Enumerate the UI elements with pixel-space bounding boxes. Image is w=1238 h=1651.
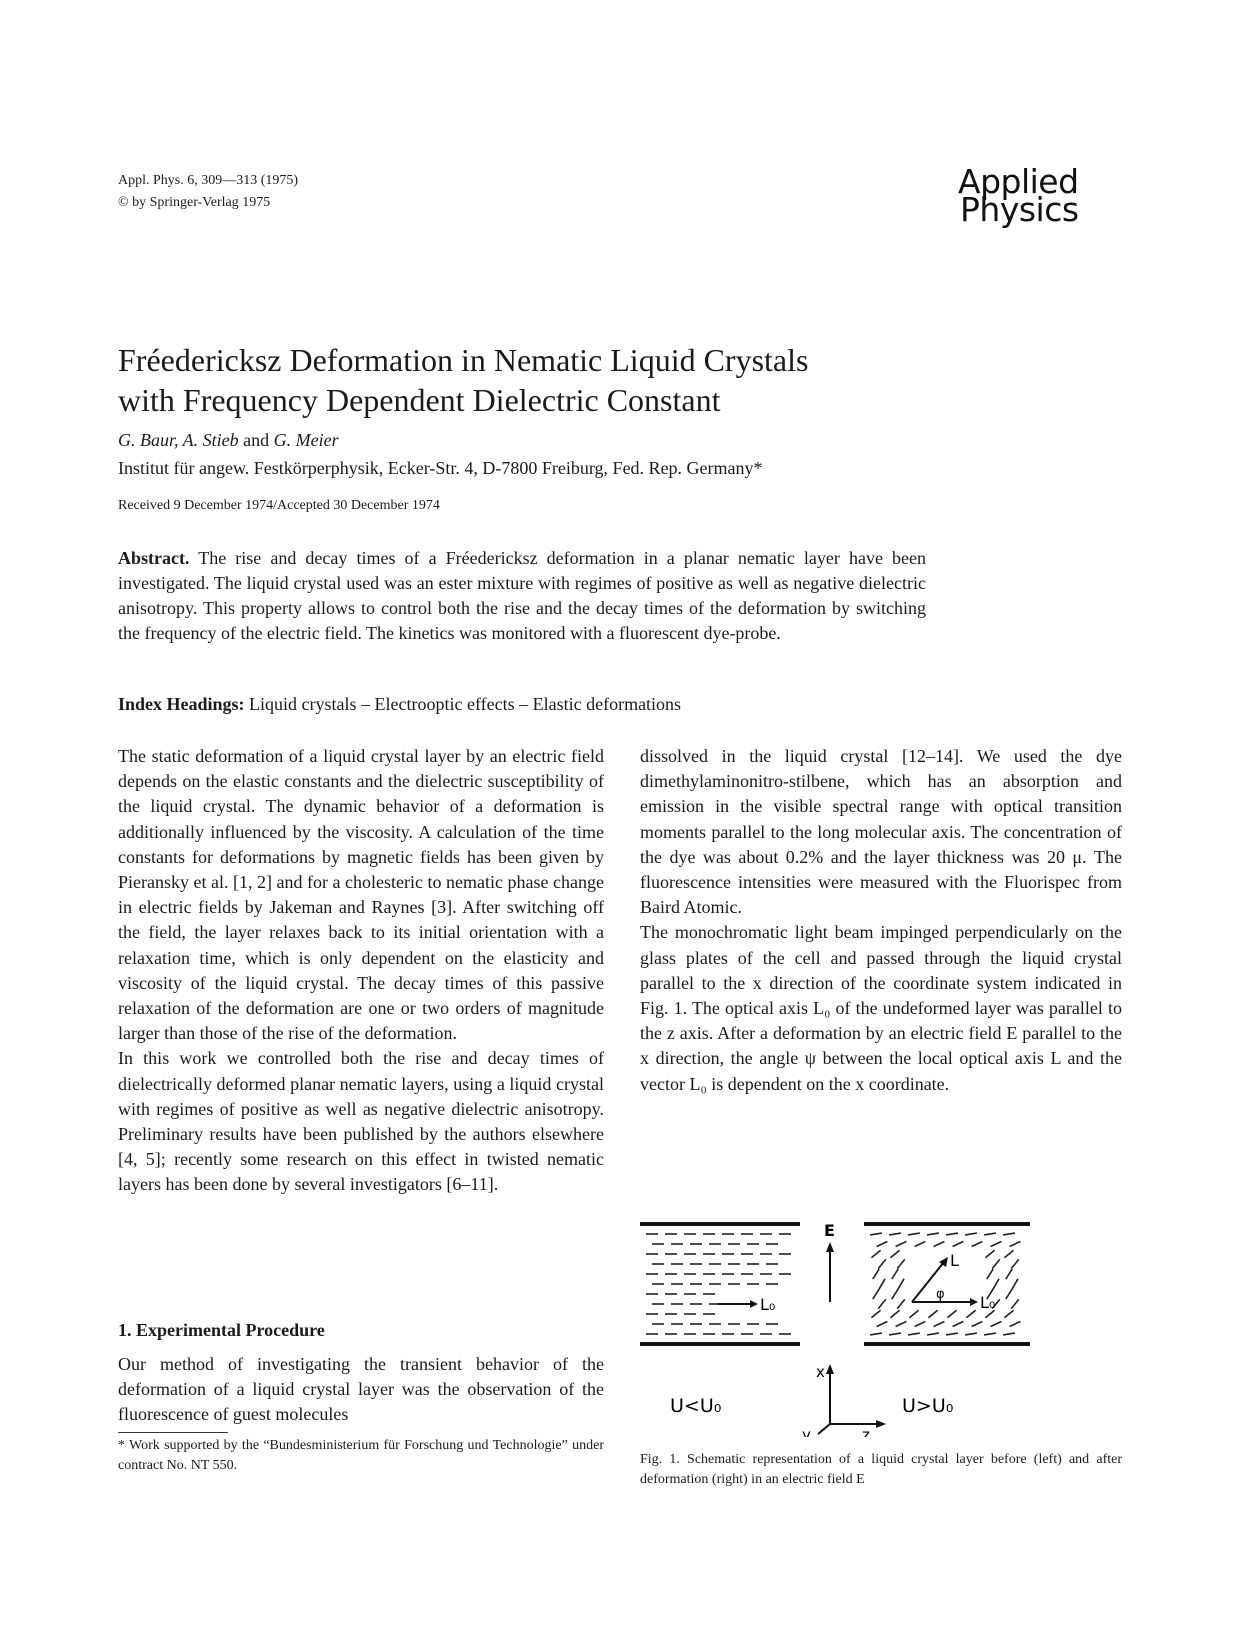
voltage-label-left: U<U₀ xyxy=(670,1395,722,1417)
left-molecules xyxy=(646,1234,791,1334)
molecule-dash xyxy=(965,1233,977,1235)
left-L0-arrowhead xyxy=(750,1300,758,1308)
molecule-dash xyxy=(870,1333,882,1335)
molecule-dash xyxy=(871,1310,880,1318)
footnote-rule xyxy=(118,1432,228,1433)
author-and: and xyxy=(243,430,270,450)
right-top-plate xyxy=(864,1222,1030,1226)
molecule-dash xyxy=(877,1322,888,1327)
right-L0-arrowhead xyxy=(970,1298,978,1306)
right-L-label: L xyxy=(950,1251,959,1270)
molecule-dash xyxy=(908,1333,920,1335)
journal-citation-block xyxy=(118,170,298,214)
paragraph-method: Our method of investigating the transient behavior of the deformation of a liquid crystal layer was the observation of the fluorescence of guest molecules xyxy=(118,1354,604,1425)
journal-logo xyxy=(958,162,1079,229)
molecule-dash xyxy=(953,1322,964,1327)
molecule-dash xyxy=(915,1322,926,1327)
molecule-dash xyxy=(991,1242,1002,1247)
y-axis xyxy=(818,1424,830,1434)
molecule-dash xyxy=(1010,1322,1021,1327)
molecule-dash xyxy=(896,1242,907,1247)
figure-1-diagram xyxy=(640,1222,1060,1437)
section-heading: 1. Experimental Procedure xyxy=(118,1320,325,1340)
molecule-dash xyxy=(991,1322,1002,1327)
journal-logo-line2: Physics xyxy=(960,190,1079,229)
molecule-dash xyxy=(1006,1269,1012,1279)
figure-1-caption: Fig. 1. Schematic representation of a liquid crystal layer before (left) and after deformation (right) in an electric field E xyxy=(640,1452,1122,1487)
molecule-dash xyxy=(890,1310,899,1318)
molecule-dash xyxy=(934,1322,945,1327)
figure-1 xyxy=(640,1222,1060,1437)
molecule-dash xyxy=(879,1279,885,1289)
molecule-dash xyxy=(897,1299,905,1308)
E-field-arrowhead xyxy=(826,1242,834,1252)
molecule-dash xyxy=(953,1242,964,1247)
molecule-dash xyxy=(985,1250,994,1258)
molecule-dash xyxy=(890,1250,899,1258)
E-field-label: E xyxy=(824,1222,835,1240)
molecule-dash xyxy=(927,1233,939,1235)
molecule-dash xyxy=(965,1333,977,1335)
author-names-1: G. Baur, A. Stieb xyxy=(118,430,239,450)
molecule-dash xyxy=(946,1233,958,1235)
molecule-dash xyxy=(908,1233,920,1235)
molecule-dash xyxy=(934,1242,945,1247)
abstract xyxy=(118,546,926,646)
left-bottom-plate xyxy=(640,1342,800,1346)
angle-label: φ xyxy=(936,1287,945,1302)
molecule-dash xyxy=(1003,1333,1015,1335)
molecule-dash xyxy=(889,1333,901,1335)
molecule-dash xyxy=(1010,1242,1021,1247)
abstract-label: Abstract. xyxy=(118,548,190,568)
molecule-dash xyxy=(972,1242,983,1247)
molecule-dash xyxy=(1011,1259,1019,1268)
molecule-dash xyxy=(892,1269,898,1279)
molecule-dash xyxy=(966,1310,975,1318)
y-axis-label: y xyxy=(802,1426,811,1437)
author-names-2: G. Meier xyxy=(273,430,339,450)
title-line-1: Fréedericksz Deformation in Nematic Liquid Crystals xyxy=(118,342,809,378)
voltage-label-right: U>U₀ xyxy=(902,1395,954,1417)
paragraph-intro-2: In this work we controlled both the rise and decay times of dielectrically deformed planar nematic layers, using a liquid crystal with regimes of positive as well as negative dielectric anisotropy. Preliminary results have been published by the authors elsewhere [4, 5]; recently some research on this effect in twisted nematic layers has been done by several investigators [6–11]. xyxy=(118,1048,604,1195)
left-L0-label: L₀ xyxy=(760,1295,776,1314)
molecule-dash xyxy=(897,1259,905,1268)
paragraph-optics: The monochromatic light beam impinged perpendicularly on the glass plates of the cell and passed through the liquid crystal parallel to the x direction of the coordinate system indicated in Fig. 1. The optical axis L₀ of the undeformed layer was parallel to the z axis. After a deformation by an electric field E parallel to the x direction, the angle ψ between the local optical axis L and the vector L₀ is dependent on the x coordinate. xyxy=(640,922,1122,1094)
molecule-dash xyxy=(927,1333,939,1335)
molecule-dash xyxy=(1006,1289,1012,1299)
right-molecules xyxy=(870,1233,1020,1335)
paragraph-intro-1: The static deformation of a liquid crystal layer by an electric field depends on the elastic constants and the dielectric susceptibility of the liquid crystal. The dynamic behavior of a deformation is additionally influenced by the viscosity. A calculation of the time constants for deformations by magnetic fields has been given by Pieransky et al. [1, 2] and for a cholesteric to nematic phase change in electric fields by Jakeman and Raynes [3]. After switching off the field, the layer relaxes back to its initial orientation with a relaxation time, which is only dependent on the elasticity and viscosity of the liquid crystal. The decay times of this passive relaxation of the deformation are one or two orders of magnitude larger than those of the rise of the deformation. xyxy=(118,746,604,1044)
molecule-dash xyxy=(946,1333,958,1335)
footnote: * Work supported by the “Bundesministerium für Forschung und Technologie” under contract No. NT 550. xyxy=(118,1438,604,1473)
x-axis-label: x xyxy=(816,1363,825,1381)
z-axis-label: z xyxy=(862,1426,870,1437)
molecule-dash xyxy=(873,1269,879,1279)
molecule-dash xyxy=(889,1233,901,1235)
z-axis-arrowhead xyxy=(876,1420,886,1428)
molecule-dash xyxy=(915,1242,926,1247)
molecule-dash xyxy=(972,1322,983,1327)
affiliation: Institut für angew. Festkörperphysik, Ecker-Str. 4, D-7800 Freiburg, Fed. Rep. Germany* xyxy=(118,458,763,478)
title-line-2: with Frequency Dependent Dielectric Constant xyxy=(118,382,721,418)
molecule-dash xyxy=(896,1322,907,1327)
abstract-text: The rise and decay times of a Fréedericksz deformation in a planar nematic layer have been investigated. The liquid crystal used was an ester mixture with regimes of positive as well as negative dielectric anisotropy. This property allows to control both the rise and the decay times of the deformation by switching the frequency of the electric field. The kinetics was monitored with a fluorescent dye-probe. xyxy=(118,548,926,643)
molecule-dash xyxy=(1004,1250,1013,1258)
molecule-dash xyxy=(947,1310,956,1318)
copyright-line: © by Springer-Verlag 1975 xyxy=(118,195,271,210)
molecule-dash xyxy=(1012,1279,1018,1289)
article-title xyxy=(118,340,1018,420)
citation-line: Appl. Phys. 6, 309—313 (1975) xyxy=(118,173,299,188)
molecule-dash xyxy=(1011,1299,1019,1308)
body-left-column xyxy=(118,744,604,1198)
molecule-dash xyxy=(898,1279,904,1289)
molecule-dash xyxy=(878,1299,886,1308)
authors xyxy=(118,428,339,452)
molecule-dash xyxy=(1003,1233,1015,1235)
index-text: Liquid crystals – Electrooptic effects – Elastic deformations xyxy=(249,694,682,714)
molecule-dash xyxy=(878,1259,886,1268)
molecule-dash xyxy=(984,1233,996,1235)
molecule-dash xyxy=(873,1289,879,1299)
molecule-dash xyxy=(992,1259,1000,1268)
body-right-column xyxy=(640,744,1122,1097)
molecule-dash xyxy=(984,1333,996,1335)
received-dates: Received 9 December 1974/Accepted 30 December 1974 xyxy=(118,498,440,513)
molecule-dash xyxy=(928,1310,937,1318)
molecule-dash xyxy=(1004,1310,1013,1318)
molecule-dash xyxy=(877,1242,888,1247)
index-headings xyxy=(118,692,938,717)
molecule-dash xyxy=(870,1233,882,1235)
x-axis-arrowhead xyxy=(826,1364,834,1374)
molecule-dash xyxy=(993,1279,999,1289)
journal-logo-line1: Applied xyxy=(958,162,1079,201)
left-top-plate xyxy=(640,1222,800,1226)
paragraph-method-cont: dissolved in the liquid crystal [12–14]. We used the dye dimethylaminonitro-stilbene, which has an absorption and emission in the visible spectral range with optical transition moments parallel to the long molecular axis. The concentration of the dye was about 0.2% and the layer thickness was 20 μ. The fluorescence intensities were measured with the Fluorispec from Baird Atomic. xyxy=(640,746,1122,918)
molecule-dash xyxy=(892,1289,898,1299)
index-label: Index Headings: xyxy=(118,694,245,714)
molecule-dash xyxy=(871,1250,880,1258)
right-bottom-plate xyxy=(864,1342,1030,1346)
molecule-dash xyxy=(987,1269,993,1279)
right-L0-label: L₀ xyxy=(980,1293,996,1312)
molecule-dash xyxy=(909,1310,918,1318)
